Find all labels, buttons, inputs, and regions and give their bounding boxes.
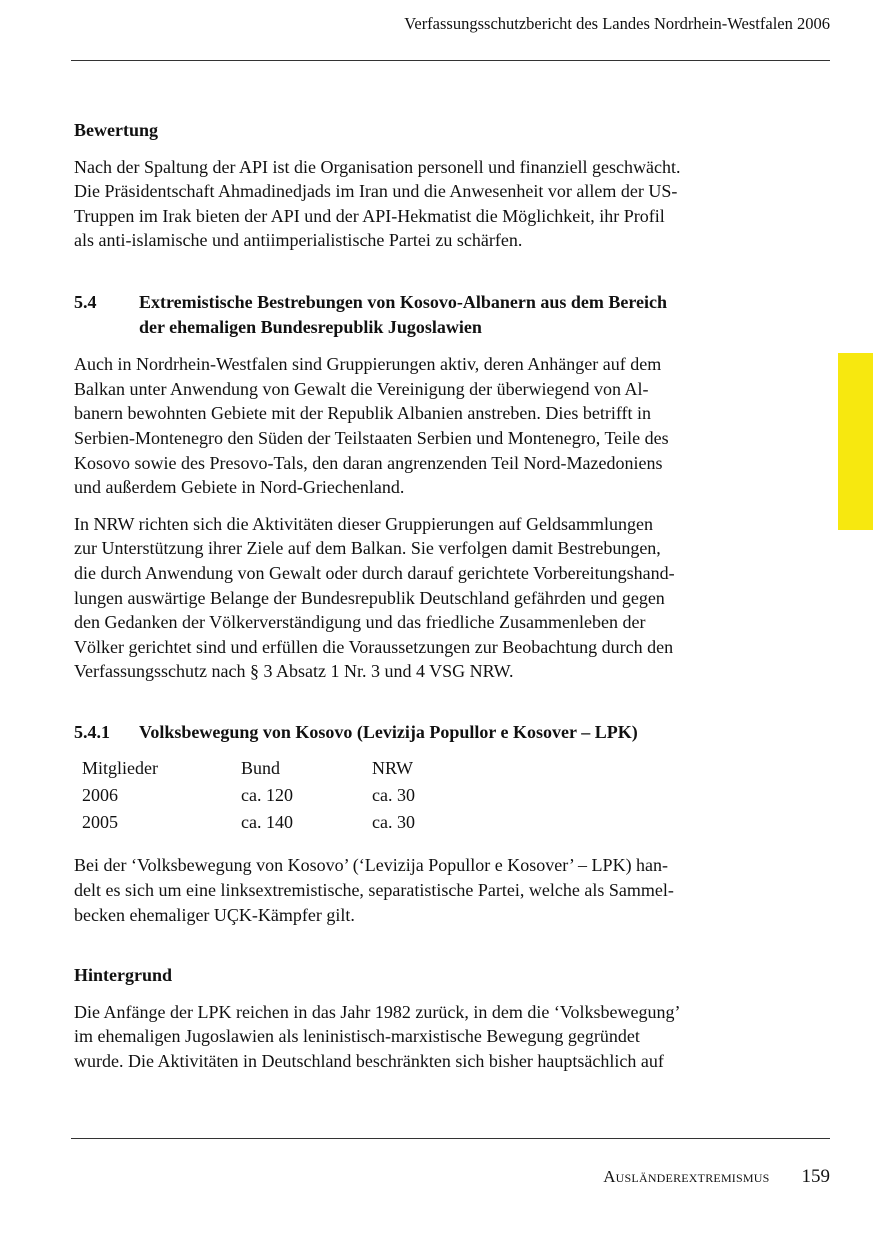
table-cell: ca. 120 bbox=[241, 784, 293, 805]
paragraph-lpk-description: Bei der ‘Volksbewegung von Kosovo’ (‘Levizija Popullor e Kosover’ – LPK) han- delt es sich um eine linksextremistische, separatistische Partei, welche als Sammel- becken ehemaliger UÇK-Kämpfer gilt. bbox=[74, 855, 674, 925]
section-heading-5-4 bbox=[74, 290, 789, 339]
chapter-title: Ausländerextremismus bbox=[603, 1167, 770, 1186]
footer-rule bbox=[71, 1138, 830, 1139]
header-rule bbox=[71, 60, 830, 61]
table-cell: ca. 140 bbox=[241, 811, 293, 832]
table-header-cell: Mitglieder bbox=[82, 757, 158, 778]
paragraph-kosovo-intro: Auch in Nordrhein-Westfalen sind Gruppierungen aktiv, deren Anhänger auf dem Balkan unter Anwendung von Gewalt die Vereinigung der überwiegend von Al- banern bewohnten Gebiete mit der Republik Albanien anstreben. Dies betrifft in Serbien-Montenegro den Süden der Teilstaaten Serbien und Montenegro, Teile des Kosovo sowie des Presovo-Tals, den daran angrenzenden Teil Nord-Mazedoniens und außerdem Gebiete in Nord-Griechenland. bbox=[74, 354, 669, 498]
table-row bbox=[82, 808, 452, 835]
heading-bewertung: Bewertung bbox=[74, 120, 158, 140]
table-header-cell: NRW bbox=[372, 757, 414, 778]
table-cell: 2005 bbox=[82, 811, 118, 832]
running-header: Verfassungsschutzbericht des Landes Nordrhein-Westfalen 2006 bbox=[404, 14, 830, 33]
table-cell: ca. 30 bbox=[372, 784, 415, 805]
section-number: 5.4 bbox=[74, 291, 97, 312]
section-title: Extremistische Bestrebungen von Kosovo-Albanern aus dem Bereich der ehemaligen Bundesrepublik Jugoslawien bbox=[139, 291, 668, 337]
chapter-tab-marker bbox=[838, 353, 873, 530]
page-number: 159 bbox=[801, 1166, 830, 1187]
membership-table bbox=[82, 754, 452, 835]
table-cell: 2006 bbox=[82, 784, 118, 805]
section-title: Volksbewegung von Kosovo (Levizija Popullor e Kosover – LPK) bbox=[139, 721, 638, 742]
table-header-cell: Bund bbox=[241, 757, 281, 778]
page-body bbox=[74, 118, 789, 1074]
paragraph-nrw-activities: In NRW richten sich die Aktivitäten dieser Gruppierungen auf Geldsammlungen zur Unterstützung ihrer Ziele auf dem Balkan. Sie verfolgen damit Bestrebungen, die durch Anwendung von Gewalt oder durch darauf gerichtete Vorbereitungshand- lungen auswärtige Belange der Bundesrepublik Deutschland gefährden und gegen den Gedanken der Völkerverständigung und das friedliche Zusammenleben der Völker gerichtet sind und erfüllen die Voraussetzungen zur Beobachtung durch den Verfassungsschutz nach § 3 Absatz 1 Nr. 3 und 4 VSG NRW. bbox=[74, 513, 675, 682]
paragraph-hintergrund: Die Anfänge der LPK reichen in das Jahr 1982 zurück, in dem die ‘Volksbewegung’ im ehemaligen Jugoslawien als leninistisch-marxistische Bewegung gegründet wurde. Die Aktivitäten in Deutschland beschränkten sich bisher hauptsächlich auf bbox=[74, 1001, 681, 1072]
page-footer bbox=[603, 1166, 830, 1188]
section-number: 5.4.1 bbox=[74, 721, 110, 742]
table-row bbox=[82, 781, 452, 808]
table-header-row bbox=[82, 754, 452, 781]
table-cell: ca. 30 bbox=[372, 811, 415, 832]
heading-hintergrund: Hintergrund bbox=[74, 965, 173, 986]
section-heading-5-4-1 bbox=[74, 720, 789, 745]
paragraph-bewertung: Nach der Spaltung der API ist die Organisation personell und finanziell geschwächt. Die Präsidentschaft Ahmadinedjads im Iran und die Anwesenheit vor allem der US- Truppen im Irak bieten der API und der API-Hekmatist die Möglichkeit, ihr Profil als anti-islamische und antiimperialistische Partei zu schärfen. bbox=[74, 156, 681, 251]
